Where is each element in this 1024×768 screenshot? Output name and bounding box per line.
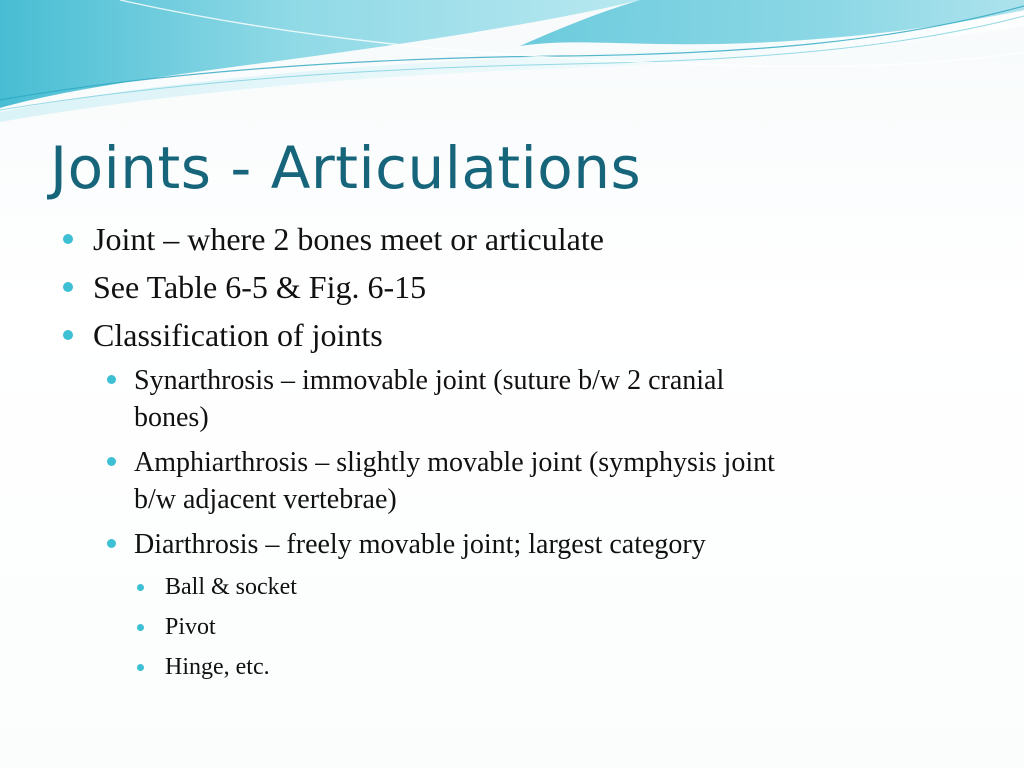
sub-sub-bullet-item	[135, 651, 990, 684]
sub-bullet-text-line: b/w adjacent vertebrae)	[134, 484, 397, 515]
slide-title: Joints - Articulations	[50, 134, 642, 202]
bullet-dot-icon	[137, 584, 144, 591]
bullet-dot-icon	[63, 282, 73, 292]
sub-bullet-item	[105, 362, 990, 436]
bullet-dot-icon	[107, 539, 116, 548]
bullet-text: Classification of joints	[93, 317, 383, 353]
bullet-dot-icon	[137, 664, 144, 671]
bullet-dot-icon	[63, 330, 73, 340]
sub-bullet-text-line: bones)	[134, 402, 209, 433]
sub-sub-bullet-text: Pivot	[165, 614, 216, 640]
sub-bullet-text-line: Synarthrosis – immovable joint (suture b/w 2 cranial	[134, 365, 725, 396]
bullet-dot-icon	[137, 624, 144, 631]
sub-sub-bullet-item	[135, 611, 990, 644]
bullet-dot-icon	[107, 457, 116, 466]
bullet-item	[60, 266, 990, 309]
bullet-item	[60, 218, 990, 261]
sub-sub-bullet-item	[135, 571, 990, 604]
sub-bullet-item	[105, 444, 990, 518]
bullet-list	[60, 218, 990, 691]
header-wave-decoration	[0, 0, 1024, 130]
sub-bullet-text: Diarthrosis – freely movable joint; largest category	[134, 529, 706, 560]
bullet-text: See Table 6-5 & Fig. 6-15	[93, 269, 427, 305]
sub-bullet-item	[105, 526, 990, 563]
bullet-dot-icon	[63, 234, 73, 244]
bullet-dot-icon	[107, 375, 116, 384]
sub-sub-bullet-text: Hinge, etc.	[165, 654, 270, 680]
bullet-item	[60, 314, 990, 357]
bullet-text: Joint – where 2 bones meet or articulate	[93, 221, 604, 257]
sub-bullet-text-line: Amphiarthrosis – slightly movable joint (symphysis joint	[134, 447, 775, 478]
sub-sub-bullet-text: Ball & socket	[165, 574, 297, 600]
